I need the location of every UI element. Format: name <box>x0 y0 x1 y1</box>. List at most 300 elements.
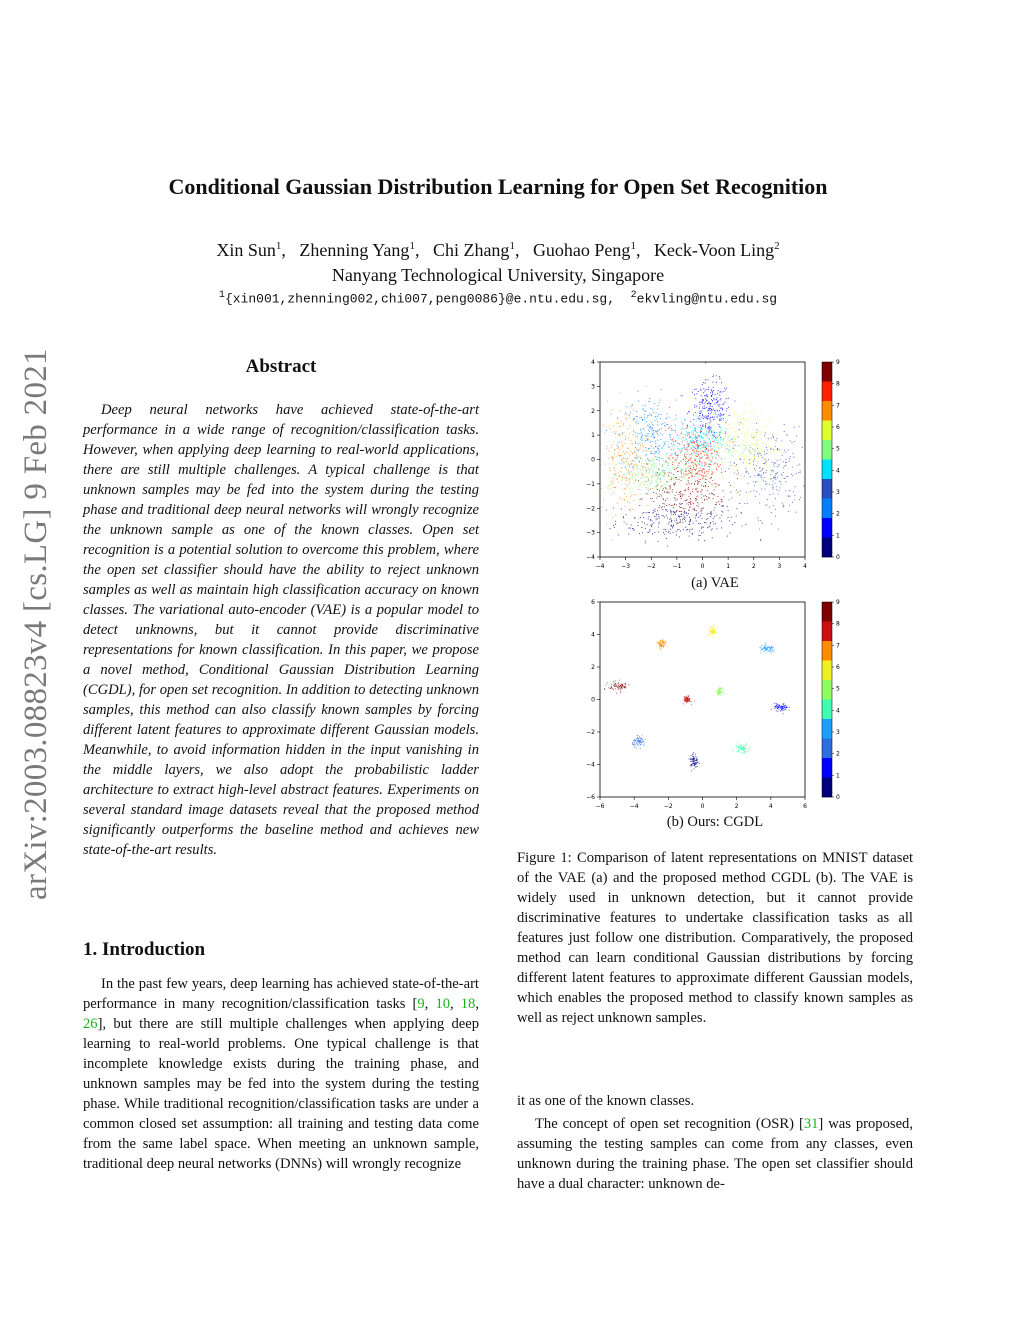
data-point <box>692 502 693 503</box>
data-point <box>710 449 711 450</box>
data-point <box>673 525 674 526</box>
data-point <box>739 455 740 456</box>
email-group[interactable]: ekvling@ntu.edu.sg <box>636 291 778 307</box>
data-point <box>775 475 776 476</box>
data-point <box>613 441 614 442</box>
data-point <box>754 485 755 486</box>
data-point <box>727 403 728 404</box>
data-point <box>703 507 704 508</box>
citation-link[interactable]: 31 <box>803 1116 819 1132</box>
citation-link[interactable]: 10 <box>435 996 451 1012</box>
data-point <box>687 413 688 414</box>
data-point <box>686 468 687 469</box>
data-point <box>784 431 785 432</box>
data-point <box>633 469 634 470</box>
data-point <box>736 451 737 452</box>
data-point <box>605 464 606 465</box>
data-point <box>677 499 678 500</box>
data-point <box>713 632 714 633</box>
data-point <box>772 649 773 650</box>
data-point <box>705 476 706 477</box>
data-point <box>663 641 664 642</box>
data-point <box>764 454 765 455</box>
data-point <box>765 437 766 438</box>
data-point <box>710 456 711 457</box>
data-point <box>676 459 677 460</box>
colorbar-swatch <box>822 641 832 661</box>
data-point <box>715 457 716 458</box>
data-point <box>664 479 665 480</box>
data-point <box>682 470 683 471</box>
data-point <box>695 448 696 449</box>
data-point <box>658 476 659 477</box>
data-point <box>799 499 800 500</box>
data-point <box>753 438 754 439</box>
data-point <box>768 438 769 439</box>
data-point <box>671 430 672 431</box>
data-point <box>749 460 750 461</box>
data-point <box>775 463 776 464</box>
data-point <box>645 440 646 441</box>
data-point <box>713 387 714 388</box>
data-point <box>702 456 703 457</box>
arxiv-side-stamp: arXiv:2003.08823v4 [cs.LG] 9 Feb 2021 <box>18 348 54 900</box>
data-point <box>629 509 630 510</box>
data-point <box>710 462 711 463</box>
data-point <box>736 436 737 437</box>
data-point <box>705 428 706 429</box>
data-point <box>649 413 650 414</box>
data-point <box>712 633 713 634</box>
data-point <box>635 478 636 479</box>
data-point <box>748 455 749 456</box>
data-point <box>666 515 667 516</box>
data-point <box>735 466 736 467</box>
email-group[interactable]: {xin001,zhenning002,chi007,peng0086}@e.ntu.edu.sg, <box>224 291 616 307</box>
data-point <box>723 415 724 416</box>
data-point <box>719 690 720 691</box>
data-point <box>619 475 620 476</box>
data-point <box>615 475 616 476</box>
data-point <box>615 688 616 689</box>
data-point <box>688 504 689 505</box>
data-point <box>702 465 703 466</box>
data-point <box>721 414 722 415</box>
data-point <box>654 403 655 404</box>
colorbar-swatch <box>822 778 832 798</box>
data-point <box>696 415 697 416</box>
data-point <box>686 530 687 531</box>
data-point <box>678 455 679 456</box>
data-point <box>660 645 661 646</box>
data-point <box>652 461 653 462</box>
data-point <box>636 454 637 455</box>
data-point <box>615 515 616 516</box>
data-point <box>738 445 739 446</box>
data-point <box>632 488 633 489</box>
data-point <box>634 464 635 465</box>
data-point <box>723 505 724 506</box>
data-point <box>635 458 636 459</box>
data-point <box>722 408 723 409</box>
data-point <box>730 442 731 443</box>
data-point <box>777 466 778 467</box>
data-point <box>690 698 691 699</box>
data-point <box>784 466 785 467</box>
data-point <box>625 438 626 439</box>
data-point <box>761 478 762 479</box>
data-point <box>624 686 625 687</box>
data-point <box>675 500 676 501</box>
data-point <box>682 496 683 497</box>
data-point <box>762 523 763 524</box>
data-point <box>640 428 641 429</box>
paper-title: Conditional Gaussian Distribution Learning for Open Set Recognition <box>168 174 828 199</box>
data-point <box>628 437 629 438</box>
data-point <box>663 642 664 643</box>
data-point <box>699 470 700 471</box>
data-point <box>686 473 687 474</box>
data-point <box>631 524 632 525</box>
data-point <box>661 495 662 496</box>
data-point <box>697 438 698 439</box>
data-point <box>693 440 694 441</box>
data-point <box>657 483 658 484</box>
data-point <box>725 422 726 423</box>
data-point <box>786 476 787 477</box>
data-point <box>643 512 644 513</box>
data-point <box>617 418 618 419</box>
data-point <box>779 705 780 706</box>
data-point <box>720 441 721 442</box>
data-point <box>650 481 651 482</box>
data-point <box>728 450 729 451</box>
data-point <box>693 757 694 758</box>
data-point <box>718 406 719 407</box>
data-point <box>702 415 703 416</box>
data-point <box>659 449 660 450</box>
data-point <box>632 443 633 444</box>
data-point <box>728 398 729 399</box>
data-point <box>693 523 694 524</box>
data-point <box>675 474 676 475</box>
data-point <box>657 424 658 425</box>
data-point <box>650 442 651 443</box>
data-point <box>659 505 660 506</box>
data-point <box>777 493 778 494</box>
data-point <box>611 687 612 688</box>
data-point <box>640 740 641 741</box>
data-point <box>696 450 697 451</box>
data-point <box>785 709 786 710</box>
data-point <box>766 447 767 448</box>
data-point <box>648 415 649 416</box>
data-point <box>637 436 638 437</box>
data-point <box>697 433 698 434</box>
data-point <box>757 453 758 454</box>
data-point <box>683 514 684 515</box>
data-point <box>754 457 755 458</box>
data-point <box>657 484 658 485</box>
data-point <box>740 458 741 459</box>
data-point <box>676 520 677 521</box>
data-point <box>665 425 666 426</box>
data-point <box>613 689 614 690</box>
data-point <box>647 436 648 437</box>
data-point <box>641 499 642 500</box>
data-point <box>703 382 704 383</box>
data-point <box>640 433 641 434</box>
data-point <box>619 688 620 689</box>
data-point <box>755 482 756 483</box>
data-point <box>628 470 629 471</box>
data-point <box>709 438 710 439</box>
data-point <box>745 748 746 749</box>
data-point <box>765 644 766 645</box>
data-point <box>653 512 654 513</box>
data-point <box>676 479 677 480</box>
data-point <box>619 680 620 681</box>
data-point <box>630 528 631 529</box>
data-point <box>751 436 752 437</box>
data-point <box>762 645 763 646</box>
data-point <box>648 479 649 480</box>
data-point <box>722 438 723 439</box>
data-point <box>728 424 729 425</box>
data-point <box>689 466 690 467</box>
affiliation: Nanyang Technological University, Singapore <box>331 265 665 285</box>
data-point <box>734 414 735 415</box>
data-point <box>697 762 698 763</box>
data-point <box>629 471 630 472</box>
data-point <box>644 419 645 420</box>
data-point <box>767 452 768 453</box>
data-point <box>647 415 648 416</box>
y-tick-label: 3 <box>591 383 595 391</box>
data-point <box>636 416 637 417</box>
data-point <box>634 476 635 477</box>
data-point <box>775 446 776 447</box>
data-point <box>704 417 705 418</box>
data-point <box>680 531 681 532</box>
data-point <box>654 516 655 517</box>
data-point <box>614 454 615 455</box>
data-point <box>719 378 720 379</box>
x-tick-label: 2 <box>751 563 756 569</box>
data-point <box>635 740 636 741</box>
colorbar-swatch <box>822 460 832 480</box>
data-point <box>744 445 745 446</box>
data-point <box>779 481 780 482</box>
colorbar-tick-label: 4 <box>836 707 840 715</box>
data-point <box>651 428 652 429</box>
data-point <box>693 465 694 466</box>
data-point <box>791 442 792 443</box>
data-point <box>667 465 668 466</box>
data-point <box>623 451 624 452</box>
data-point <box>688 411 689 412</box>
data-point <box>624 500 625 501</box>
data-point <box>707 379 708 380</box>
data-point <box>665 500 666 501</box>
data-point <box>754 445 755 446</box>
data-point <box>653 501 654 502</box>
data-point <box>616 685 617 686</box>
data-point <box>699 481 700 482</box>
data-point <box>672 461 673 462</box>
data-point <box>706 471 707 472</box>
data-point <box>745 405 746 406</box>
data-point <box>711 438 712 439</box>
data-point <box>743 748 744 749</box>
data-point <box>653 466 654 467</box>
data-point <box>711 431 712 432</box>
data-point <box>659 489 660 490</box>
data-point <box>638 473 639 474</box>
data-point <box>709 469 710 470</box>
data-point <box>684 490 685 491</box>
data-point <box>747 445 748 446</box>
data-point <box>694 508 695 509</box>
data-point <box>753 448 754 449</box>
data-point <box>705 362 706 363</box>
data-point <box>632 478 633 479</box>
data-point <box>716 397 717 398</box>
data-point <box>648 439 649 440</box>
data-point <box>673 441 674 442</box>
data-point <box>700 413 701 414</box>
data-point <box>713 431 714 432</box>
data-point <box>706 435 707 436</box>
data-point <box>727 536 728 537</box>
data-point <box>667 545 668 546</box>
data-point <box>712 626 713 627</box>
data-point <box>642 522 643 523</box>
data-point <box>646 477 647 478</box>
data-point <box>610 688 611 689</box>
data-point <box>700 433 701 434</box>
data-point <box>697 451 698 452</box>
data-point <box>666 467 667 468</box>
citation-link[interactable]: 26 <box>83 1016 98 1032</box>
data-point <box>702 400 703 401</box>
data-point <box>633 466 634 467</box>
data-point <box>659 451 660 452</box>
data-point <box>637 735 638 736</box>
data-point <box>659 470 660 471</box>
data-point <box>695 469 696 470</box>
data-point <box>706 457 707 458</box>
data-point <box>706 479 707 480</box>
data-point <box>624 493 625 494</box>
data-point <box>768 478 769 479</box>
data-point <box>647 505 648 506</box>
data-point <box>657 472 658 473</box>
data-point <box>714 399 715 400</box>
data-point <box>681 450 682 451</box>
data-point <box>790 456 791 457</box>
data-point <box>713 510 714 511</box>
data-point <box>704 540 705 541</box>
data-point <box>664 422 665 423</box>
data-point <box>645 447 646 448</box>
data-point <box>781 474 782 475</box>
data-point <box>709 457 710 458</box>
data-point <box>765 650 766 651</box>
data-point <box>636 481 637 482</box>
data-point <box>660 418 661 419</box>
data-point <box>728 407 729 408</box>
data-point <box>761 489 762 490</box>
data-point <box>706 442 707 443</box>
data-point <box>744 447 745 448</box>
data-point <box>783 706 784 707</box>
data-point <box>615 474 616 475</box>
data-point <box>621 441 622 442</box>
data-point <box>714 403 715 404</box>
data-point <box>734 412 735 413</box>
data-point <box>625 483 626 484</box>
data-point <box>763 480 764 481</box>
data-point <box>642 475 643 476</box>
data-point <box>712 480 713 481</box>
data-point <box>696 445 697 446</box>
citation-link[interactable]: 18 <box>460 996 476 1012</box>
data-point <box>704 500 705 501</box>
data-point <box>721 499 722 500</box>
data-point <box>601 488 602 489</box>
data-point <box>646 493 647 494</box>
data-point <box>710 428 711 429</box>
data-point <box>713 441 714 442</box>
author: Zhenning Yang <box>299 240 410 260</box>
data-point <box>728 468 729 469</box>
data-point <box>683 703 684 704</box>
y-tick-label: 2 <box>591 664 595 671</box>
data-point <box>782 503 783 504</box>
data-point <box>620 692 621 693</box>
data-point <box>681 514 682 515</box>
citation-link[interactable]: 9 <box>417 996 425 1012</box>
osr-text: The concept of open set recognition (OSR) [ <box>535 1116 804 1132</box>
data-point <box>636 742 637 743</box>
data-point <box>733 448 734 449</box>
data-point <box>688 496 689 497</box>
data-point <box>652 524 653 525</box>
data-point <box>750 476 751 477</box>
data-point <box>641 482 642 483</box>
data-point <box>742 752 743 753</box>
data-point <box>753 464 754 465</box>
data-point <box>668 493 669 494</box>
data-point <box>698 453 699 454</box>
x-tick-label: 6 <box>803 803 807 809</box>
data-point <box>630 440 631 441</box>
data-point <box>756 423 757 424</box>
data-point <box>634 747 635 748</box>
data-point <box>660 474 661 475</box>
data-point <box>689 524 690 525</box>
data-point <box>623 517 624 518</box>
data-point <box>789 710 790 711</box>
data-point <box>637 522 638 523</box>
data-point <box>610 428 611 429</box>
data-point <box>634 742 635 743</box>
data-point <box>774 466 775 467</box>
data-point <box>694 759 695 760</box>
data-point <box>740 745 741 746</box>
data-point <box>662 503 663 504</box>
